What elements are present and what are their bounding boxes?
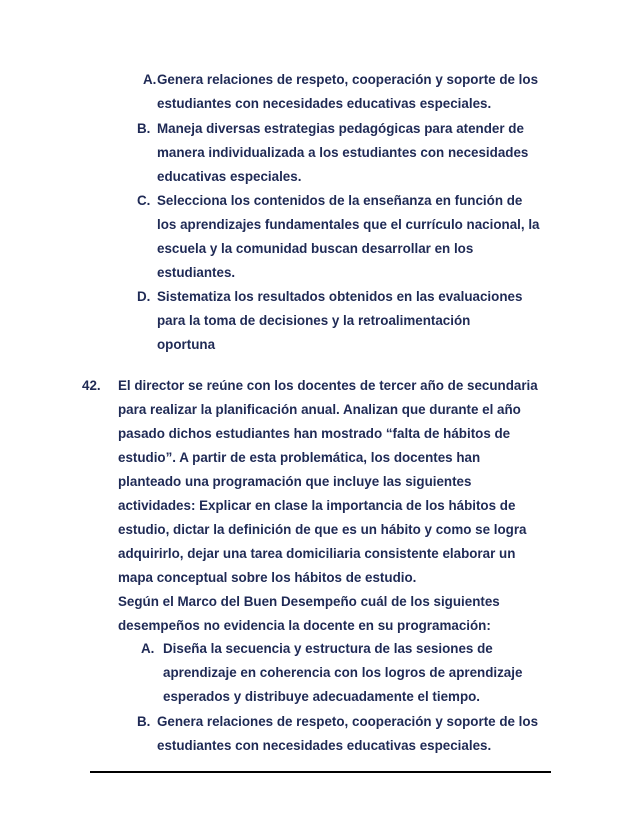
option-text-line: Diseña la secuencia y estructura de las sesiones de xyxy=(163,641,493,656)
option-text-line: Sistematiza los resultados obtenidos en las evaluaciones xyxy=(157,289,523,304)
option-text-line: oportuna xyxy=(157,337,216,352)
option-text-line: Genera relaciones de respeto, cooperación y soporte de los xyxy=(157,714,539,729)
option-text-line: Genera relaciones de respeto, cooperación y soporte de los xyxy=(157,72,539,87)
option-text-line: Selecciona los contenidos de la enseñanza en función de xyxy=(157,193,523,208)
footer-rule xyxy=(90,771,551,773)
question-text-line: mapa conceptual sobre los hábitos de estudio. xyxy=(118,570,417,585)
option-letter: B. xyxy=(137,714,151,729)
option-letter: D. xyxy=(137,289,151,304)
question-text-line: Según el Marco del Buen Desempeño cuál de los siguientes xyxy=(118,594,500,609)
option-letter: C. xyxy=(137,193,151,208)
question-text-line: para realizar la planificación anual. Analizan que durante el año xyxy=(118,402,521,417)
option-text-line: esperados y distribuye adecuadamente el tiempo. xyxy=(163,689,481,704)
question-text-line: El director se reúne con los docentes de tercer año de secundaria xyxy=(118,378,538,393)
option-letter: A. xyxy=(143,72,157,87)
question-text-line: pasado dichos estudiantes han mostrado “falta de hábitos de xyxy=(118,426,511,441)
question-text-line: estudio, dictar la definición de que es un hábito y como se logra xyxy=(118,522,527,537)
option-text-line: para la toma de decisiones y la retroalimentación xyxy=(157,313,471,328)
option-text-line: estudiantes. xyxy=(157,265,236,280)
option-text-line: manera individualizada a los estudiantes con necesidades xyxy=(157,145,529,160)
question-text-line: desempeños no evidencia la docente en su programación: xyxy=(118,618,491,633)
question-text-line: adquirirlo, dejar una tarea domiciliaria consistente elaborar un xyxy=(118,546,516,561)
option-text-line: los aprendizajes fundamentales que el currículo nacional, la xyxy=(157,217,540,232)
option-text-line: Maneja diversas estrategias pedagógicas para atender de xyxy=(157,121,524,136)
question-number: 42. xyxy=(82,378,101,393)
option-letter: A. xyxy=(141,641,155,656)
question-text-line: estudio”. A partir de esta problemática, los docentes han xyxy=(118,450,481,465)
option-letter: B. xyxy=(137,121,151,136)
option-text-line: educativas especiales. xyxy=(157,169,302,184)
option-text-line: aprendizaje en coherencia con los logros de aprendizaje xyxy=(163,665,523,680)
question-text-line: planteado una programación que incluye las siguientes xyxy=(118,474,472,489)
option-text-line: estudiantes con necesidades educativas especiales. xyxy=(157,96,492,111)
option-text-line: estudiantes con necesidades educativas especiales. xyxy=(157,738,492,753)
question-text-line: actividades: Explicar en clase la importancia de los hábitos de xyxy=(118,498,516,513)
option-text-line: escuela y la comunidad buscan desarrollar en los xyxy=(157,241,474,256)
